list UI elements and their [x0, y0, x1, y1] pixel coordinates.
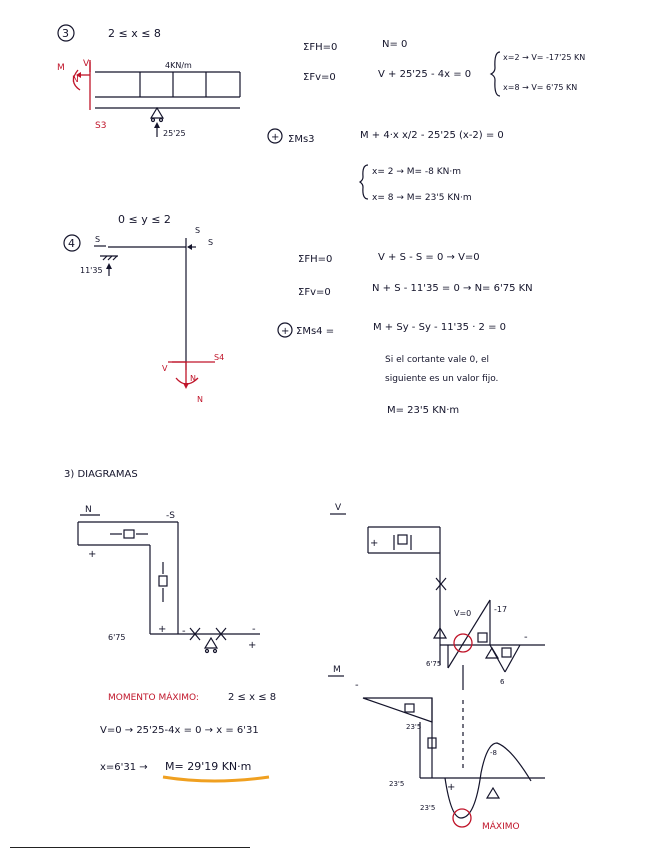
label-S4: S4 [214, 353, 225, 362]
moment-tag-3: + [271, 132, 280, 143]
eq-fh-3: ΣFH=0 [303, 42, 338, 53]
label-S3: S3 [95, 121, 107, 131]
reaction-label-3: 25'25 [163, 129, 186, 138]
label-S-4b: S [195, 226, 201, 235]
beam-diagram-3 [95, 61, 240, 138]
eq-fh-res-3: N= 0 [382, 39, 408, 50]
m-label-8: -8 [490, 749, 497, 757]
label-S-4a: S [95, 235, 101, 244]
note-line-2: siguiente es un valor fijo. [385, 374, 499, 384]
max-moment-line2-prefix: x=6'31 → [100, 762, 148, 773]
label-N-3: N [72, 75, 79, 85]
m-minus-1: - [355, 680, 359, 691]
cut-4 [162, 353, 224, 404]
frame-diagram-4 [80, 226, 213, 370]
label-M-3: M [57, 63, 65, 73]
m-label-max: MÁXIMO [482, 822, 520, 832]
n-plus-1: + [88, 549, 97, 560]
max-moment-range: 2 ≤ x ≤ 8 [228, 692, 277, 703]
m-case-2: x= 8 → M= 23'5 KN·m [372, 193, 472, 203]
reaction-label-4: 11'35 [80, 266, 103, 275]
case-2: x=8 → V= 6'75 KN [503, 83, 578, 92]
label-V-4: V [162, 364, 168, 373]
v-label-top: -17 [494, 605, 508, 614]
shear-force-diagram [330, 503, 545, 690]
eq-fh-4: ΣFH=0 [298, 254, 333, 265]
n-plus-2: + [158, 624, 167, 635]
eq-fh-res-4: V + S - S = 0 → V=0 [378, 252, 480, 263]
eq-fv-3: ΣFv=0 [303, 72, 336, 83]
section-4-result: M= 23'5 KN·m [387, 405, 460, 416]
m-label-235b: 23'5 [389, 780, 405, 788]
bending-moment-diagram [328, 665, 545, 832]
diagrams-heading: 3) DIAGRAMAS [64, 469, 138, 480]
label-S-4c: S [208, 238, 214, 247]
eq-fv-4: ΣFv=0 [298, 287, 331, 298]
v-plus: + [370, 538, 379, 549]
n-label-s: -S [166, 511, 175, 521]
label-V-3: V [83, 59, 90, 69]
v-minus: - [524, 632, 528, 643]
v-label-v0: V=0 [454, 609, 472, 618]
v-label-675: 6'75 [426, 660, 442, 668]
m-label-235c: 23'5 [420, 804, 436, 812]
load-label: 4KN/m [165, 61, 192, 70]
eq-ms-4: ΣMs4 = [296, 326, 335, 337]
max-moment-title: MOMENTO MÁXIMO: [108, 693, 199, 703]
case-1: x=2 → V= -17'25 KN [503, 53, 586, 62]
m-label-235a: 23'5 [406, 723, 422, 731]
eq-fv-res-4: N + S - 11'35 = 0 → N= 6'75 KN [372, 283, 533, 294]
section-3 [57, 25, 585, 203]
section-3-range: 2 ≤ x ≤ 8 [108, 27, 161, 40]
eq-ms-res-3: M + 4·x x/2 - 25'25 (x-2) = 0 [360, 130, 504, 141]
label-N-4a: N [190, 374, 196, 383]
m-diagram-title: M [333, 665, 341, 675]
section-4-range: 0 ≤ y ≤ 2 [118, 213, 171, 226]
n-minus-2: - [252, 624, 256, 635]
n-diagram-title: N [85, 505, 92, 515]
section-4 [64, 213, 533, 416]
eq-ms-3: ΣMs3 [288, 134, 315, 145]
normal-force-diagram [78, 505, 260, 653]
v-diagram-title: V [335, 503, 342, 513]
max-moment-line1: V=0 → 25'25-4x = 0 → x = 6'31 [100, 725, 259, 736]
result-underline [163, 777, 269, 781]
eq-fv-res-3: V + 25'25 - 4x = 0 [378, 69, 472, 80]
n-plus-3: + [248, 640, 257, 651]
v-label-6: 6 [500, 678, 505, 686]
cut-3 [57, 59, 106, 131]
section-4-number: 4 [68, 237, 75, 250]
n-minus: - [182, 626, 186, 637]
max-moment-result: M= 29'19 KN·m [165, 760, 252, 773]
label-N-4b: N [197, 395, 203, 404]
note-line-1: Si el cortante vale 0, el [385, 355, 490, 365]
section-3-number: 3 [62, 27, 69, 40]
max-moment-calc [100, 691, 276, 781]
eq-ms-res-4: M + Sy - Sy - 11'35 · 2 = 0 [373, 322, 507, 333]
m-case-1: x= 2 → M= -8 KN·m [372, 167, 461, 177]
moment-tag-4: + [281, 326, 290, 337]
m-plus: + [447, 782, 456, 793]
n-value: 6'75 [108, 633, 126, 642]
